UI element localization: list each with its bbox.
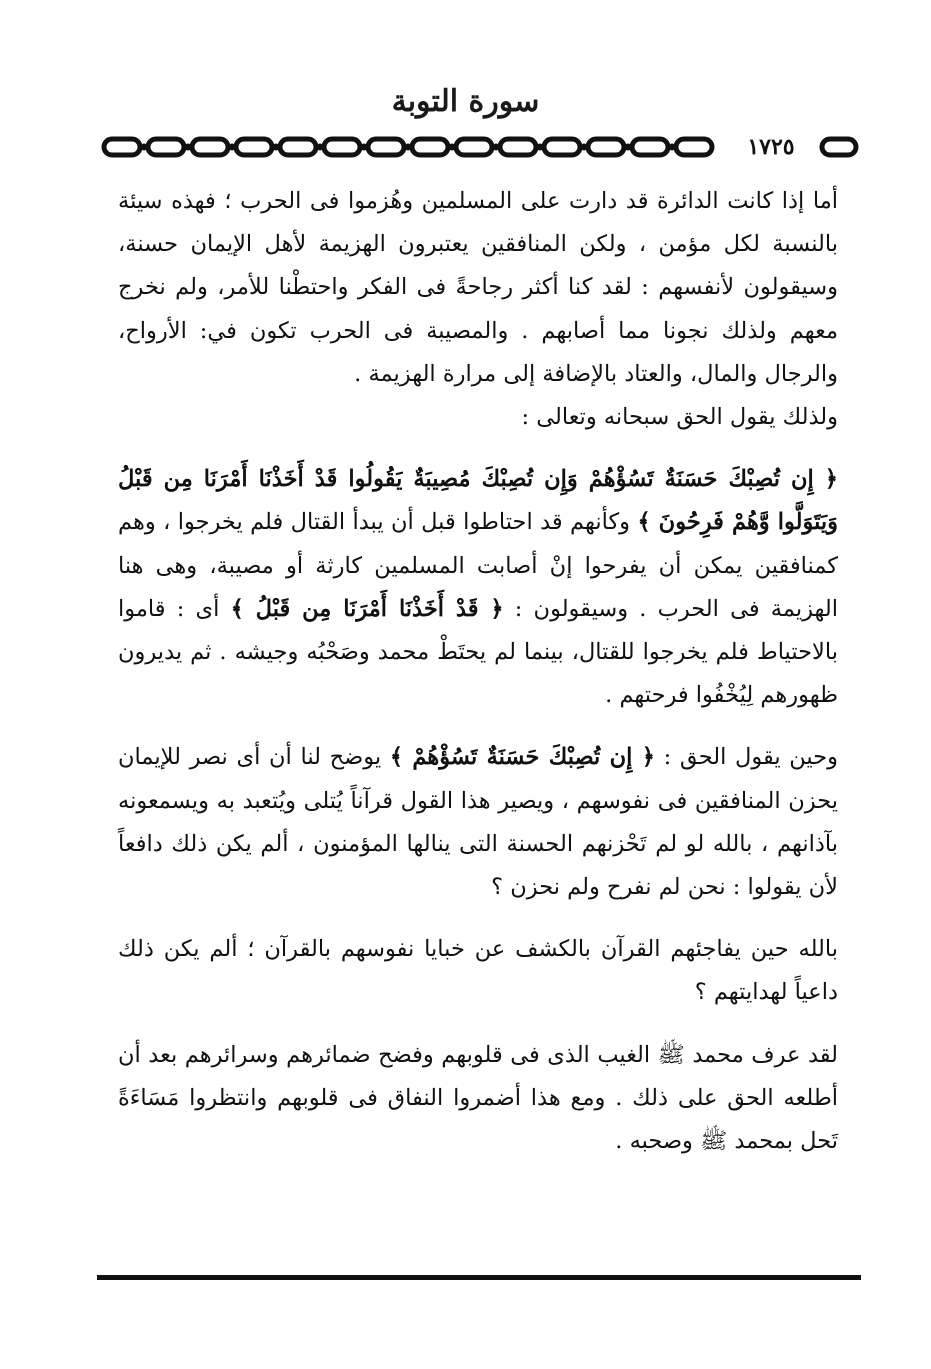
paragraph-text: ولذلك يقول الحق سبحانه وتعالى :	[521, 404, 838, 431]
page-body	[118, 180, 838, 1163]
paragraph-5	[118, 1034, 838, 1164]
surah-title: سورة التوبة	[391, 84, 540, 119]
chain-link	[104, 139, 140, 155]
paragraph-4	[118, 928, 838, 1014]
chain-link	[324, 139, 360, 155]
chain-link	[368, 139, 404, 155]
paragraph-1	[118, 180, 838, 439]
paragraph-text: وكأنهم قد احتاطوا قبل أن يبدأ القتال فلم يخرجوا ، وهم كمنافقين يمكن أن يفرحوا إنْ أصابت المسلمين كارثة أو مصيبة، وهى هنا الهزيمة فى الحرب . وسيقولون :	[118, 509, 839, 622]
paragraph-text: أما إذا كانت الدائرة قد دارت على المسلمين وهُزموا فى الحرب ؛ فهذه سيئة بالنسبة لكل مؤمن ، ولكن المنافقين يعتبرون الهزيمة لأهل الإيمان حسنة، وسيقولون لأنفسهم : لقد كنا أكثر رجاحةً فى الفكر واحتطْنا للأمر، ولم نخرج معهم ولذلك نجونا مما أصابهم . والمصيبة فى الحرب تكون في: الأرواح، والرجال والمال، والعتاد بالإضافة إلى مرارة الهزيمة .	[118, 188, 838, 387]
chain-link	[588, 139, 624, 155]
quran-verse: ﴿ إِن تُصِبْكَ حَسَنَةٌ تَسُؤْهُمْ ﴾	[389, 744, 655, 771]
chain-link	[280, 139, 316, 155]
chain-link	[544, 139, 580, 155]
chain-link	[822, 139, 856, 155]
quran-verse: ﴿ قَدْ أَخَذْنَا أَمْرَنَا مِن قَبْلُ ﴾	[230, 595, 504, 622]
chain-link	[236, 139, 272, 155]
paragraph-2	[118, 458, 838, 717]
chain-link	[192, 139, 228, 155]
page-number: ١٧٢٥	[747, 134, 795, 160]
paragraph-text: أى : قاموا بالاحتياط فلم يخرجوا للقتال، بينما لم يحتَطْ محمد وصَحْبُه وجيشه . ثم يديرون ظهورهم لِيُخْفُوا فرحتهم .	[118, 595, 838, 709]
paragraph-text: وحين يقول الحق :	[654, 744, 838, 771]
chain-link	[412, 139, 448, 155]
chain-link	[148, 139, 184, 155]
paragraph-text: يوضح لنا أن أى نصر للإيمان يحزن المنافقين فى نفوسهم ، ويصير هذا القول قرآناً يُتلى ويُتعبد به ويسمعونه بآذانهم ، بالله لو لم تَحْزنهم الحسنة التى ينالها المؤمنون ، ألم يكن ذلك دافعاً لأن يقولوا : نحن لم نفرح ولم نحزن ؟	[118, 744, 838, 901]
chain-link	[456, 139, 492, 155]
bottom-rule	[97, 1275, 861, 1280]
paragraph-3	[118, 736, 838, 909]
chain-link	[676, 139, 712, 155]
chain-link	[500, 139, 536, 155]
quran-verse: ﴿ إِن تُصِبْكَ حَسَنَةٌ تَسُؤْهُمْ وَإِن تُصِبْكَ مُصِيبَةٌ يَقُولُوا قَدْ أَخَذْنَا أَمْرَنَا مِن قَبْلُ وَيَتَوَلَّوا وَّهُمْ فَرِحُونَ ﴾	[118, 466, 838, 536]
chain-link	[632, 139, 668, 155]
paragraph-text: بالله حين يفاجئهم القرآن بالكشف عن خبايا نفوسهم بالقرآن ؛ ألم يكن ذلك داعياً لهدايتهم ؟	[118, 936, 838, 1006]
paragraph-text: لقد عرف محمد ﷺ الغيب الذى فى قلوبهم وفضح ضمائرهم وسرائرهم بعد أن أطلعه الحق على ذلك . ومع هذا أضمروا النفاق فى قلوبهم وانتظروا مَسَاءَةً تَحل بمحمد ﷺ وصحبه .	[118, 1041, 838, 1155]
